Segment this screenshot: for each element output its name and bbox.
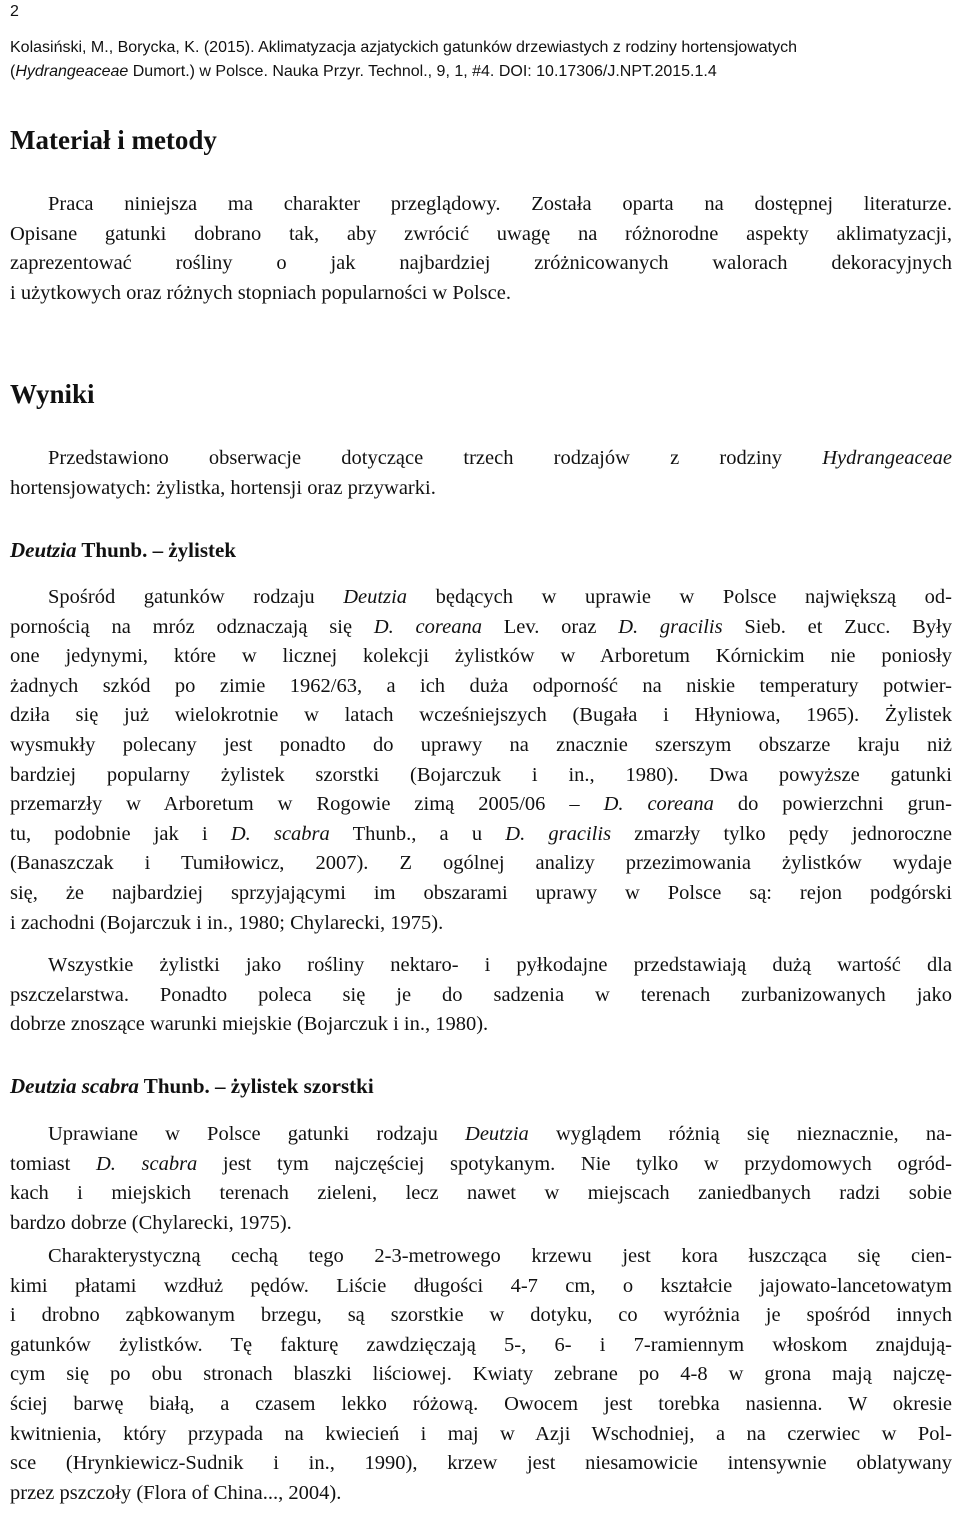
text-line: gatunków żylistków. Tę fakturę zawdzięczają 5-, 6- i 7-ramiennym włoskom znajdują- <box>10 1333 952 1356</box>
citation-line: Kolasiński, M., Borycka, K. (2015). Aklimatyzacja azjatyckich gatunków drzewiastych z rodziny hortensjowatych <box>10 39 797 56</box>
section-heading-methods: Materiał i metody <box>10 125 217 155</box>
methods-paragraph <box>10 190 952 308</box>
text-line: pornością na mróz odznaczają się D. coreana Lev. oraz D. gracilis Sieb. et Zucc. Były <box>10 615 952 638</box>
subheading-taxon: Deutzia scabra <box>10 1074 139 1098</box>
text-line: Opisane gatunki dobrano tak, aby zwrócić uwagę na różnorodne aspekty aklimatyzacji, <box>10 222 952 245</box>
header-citation <box>10 36 955 84</box>
text-line: tu, podobnie jak i D. scabra Thunb., a u D. gracilis zmarzły tylko pędy jednoroczne <box>10 822 952 845</box>
text-line: przez pszczoły (Flora of China..., 2004). <box>10 1481 342 1504</box>
text-line: przemarzły w Arboretum w Rogowie zimą 2005/06 – D. coreana do powierzchni grun- <box>10 793 952 816</box>
text-line: dobrze znoszące warunki miejskie (Bojarczuk i in., 1980). <box>10 1013 489 1036</box>
subheading-deutzia <box>10 536 236 564</box>
text-line: tomiast D. scabra jest tym najczęściej spotykanym. Nie tylko w przydomowych ogród- <box>10 1152 953 1175</box>
text-line: kwitnienia, który przypada na kwiecień i maj w Azji Wschodniej, a na czerwiec w Pol- <box>10 1422 952 1445</box>
text-line: Uprawiane w Polsce gatunki rodzaju Deutzia wyglądem różnią się nieznacznie, na- <box>48 1123 953 1145</box>
text-line: cym się po obu stronach blaszki liściowej. Kwiaty zebrane po 4-8 w grona mają najczę- <box>10 1363 952 1386</box>
text-line: hortensjowatych: żylistka, hortensji oraz przywarki. <box>10 476 436 499</box>
citation-italic-taxon: Hydrangeaceae <box>15 63 129 80</box>
page-number: 2 <box>10 3 19 20</box>
results-paragraph <box>10 444 952 503</box>
text-line: ściej barwę białą, a czasem lekko różową. Owocem jest torebka nasienna. W okresie <box>10 1392 952 1415</box>
text-line: dziła się już wielokrotnie w latach wcześniejszych (Bugała i Hłyniowa, 1965). Żylistek <box>10 704 952 727</box>
subheading-text: Thunb. – żylistek szorstki <box>138 1074 374 1098</box>
text-line: i drobno ząbkowanym brzegu, są szorstkie w dotyku, co wyróżnia je spośród innych <box>10 1304 952 1327</box>
deutzia-paragraph-2 <box>10 951 952 1040</box>
subheading-deutzia-scabra <box>10 1072 374 1100</box>
citation-line <box>10 60 955 84</box>
section-heading-results: Wyniki <box>10 379 95 409</box>
text-line: żadnych szkód po zimie 1962/63, a ich duża odporność na niskie temperatury potwier- <box>10 674 952 697</box>
subheading-text: Thunb. – żylistek <box>76 538 237 562</box>
text-line: i użytkowych oraz różnych stopniach popularności w Polsce. <box>10 281 511 304</box>
text-line: (Banaszczak i Tumiłowicz, 2007). Z ogólnej analizy przezimowania żylistków wydaje <box>10 852 952 875</box>
scabra-paragraph-2 <box>10 1242 952 1508</box>
text-line: Charakterystyczną cechą tego 2-3-metrowego krzewu jest kora łuszcząca się cien- <box>48 1245 952 1267</box>
text-line: sce (Hrynkiewicz-Sudnik i in., 1990), krzew jest niesamowicie intensywnie oblatywany <box>10 1452 952 1475</box>
deutzia-paragraph-1 <box>10 583 952 938</box>
text-line: się, że najbardziej sprzyjającymi im obszarami uprawy w Polsce są: rejon podgórski <box>10 881 952 904</box>
citation-text: ( <box>10 63 16 80</box>
text-line: bardzo dobrze (Chylarecki, 1975). <box>10 1211 292 1234</box>
text-line: kimi płatami wzdłuż pędów. Liście długości 4-7 cm, o kształcie jajowato-lancetowatym <box>10 1274 952 1297</box>
italic-taxon: Hydrangeaceae <box>822 447 952 469</box>
text-line: zaprezentować rośliny o jak najbardziej zróżnicowanych walorach dekoracyjnych <box>10 252 952 275</box>
text-line: Praca niniejsza ma charakter przeglądowy. Została oparta na dostępnej literaturze. <box>48 193 952 215</box>
text-line: kach i miejskich terenach zieleni, lecz nawet w miejscach zaniedbanych radzi sobie <box>10 1182 952 1205</box>
text-line: Wszystkie żylistki jako rośliny nektaro- i pyłkodajne przedstawiają dużą wartość dla <box>48 954 952 976</box>
text-line: pszczelarstwa. Ponadto poleca się je do sadzenia w terenach zurbanizowanych jako <box>10 983 952 1006</box>
text-line: Przedstawiono obserwacje dotyczące trzech rodzajów z rodziny Hydrangeaceae <box>48 447 952 469</box>
text-line: bardziej popularny żylistek szorstki (Bojarczuk i in., 1980). Dwa powyższe gatunki <box>10 763 952 786</box>
subheading-taxon: Deutzia <box>10 538 77 562</box>
scabra-paragraph-1 <box>10 1120 952 1238</box>
text-line: wysmukły polecany jest ponadto do uprawy na znacznie szerszym obszarze kraju niż <box>10 733 952 756</box>
text-line: Spośród gatunków rodzaju Deutzia będących w uprawie w Polsce największą od- <box>48 586 952 608</box>
citation-text: Dumort.) w Polsce. Nauka Przyr. Technol., 9, 1, #4. DOI: 10.17306/J.NPT.2015.1.4 <box>128 63 717 80</box>
text-line: i zachodni (Bojarczuk i in., 1980; Chylarecki, 1975). <box>10 911 444 934</box>
text-line: one jedynymi, które w licznej kolekcji żylistków w Arboretum Kórnickim nie poniosły <box>10 645 952 668</box>
